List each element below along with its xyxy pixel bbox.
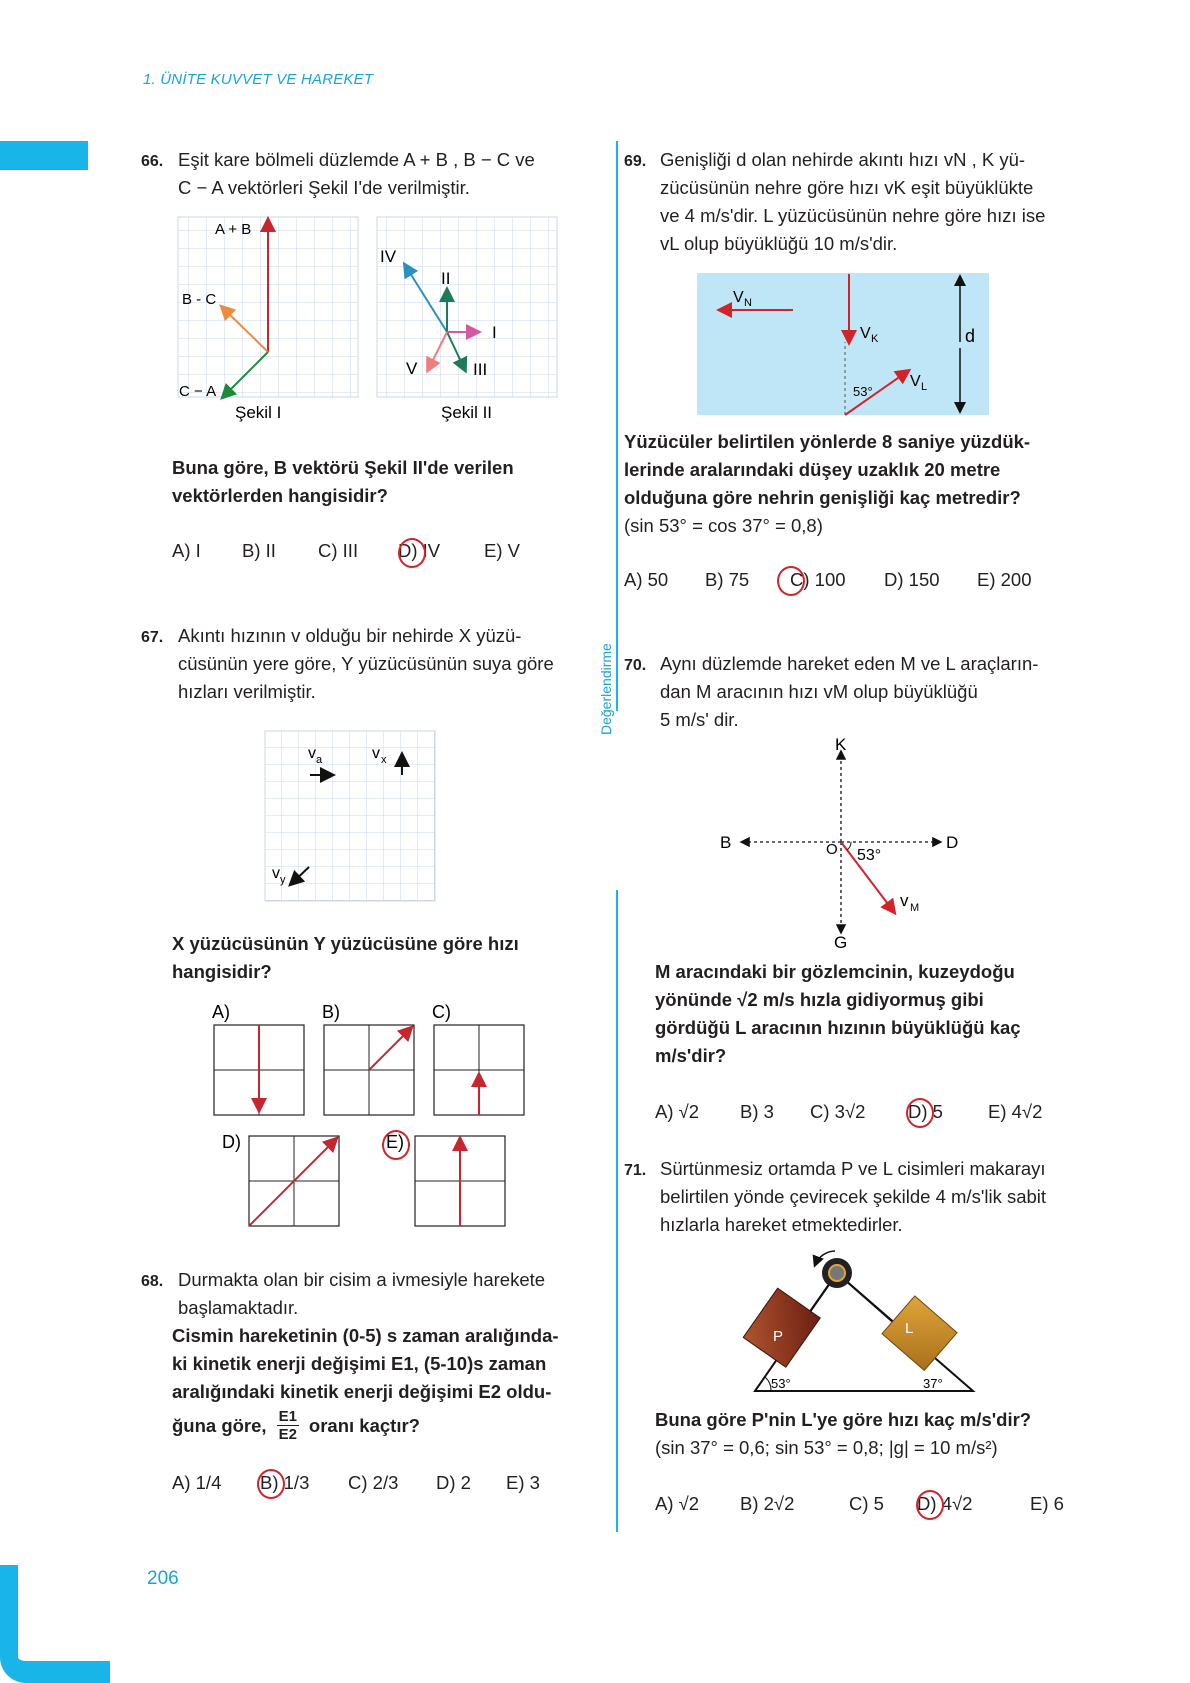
q66-figures <box>170 212 570 432</box>
label-vl: V <box>910 373 921 390</box>
q70-line1: Aynı düzlemde hareket eden M ve L araçların- <box>660 653 1039 674</box>
q70-answer-circle <box>906 1098 934 1128</box>
label-v: V <box>406 359 418 378</box>
label-g: G <box>834 933 848 952</box>
q66-ask2: vektörlerden hangisidir? <box>172 485 388 506</box>
q71-note: (sin 37° = 0,6; sin 53° = 0,8; |g| = 10 m/s²) <box>655 1437 998 1458</box>
q68-b2: ki kinetik enerji değişimi E1, (5-10)s zaman <box>172 1353 547 1374</box>
page-corner-decoration <box>0 1565 110 1683</box>
q69-line2: zücüsünün nehre göre hızı vK eşit büyüklükte <box>660 177 1034 198</box>
q68-option-a[interactable]: A) 1/4 <box>172 1472 222 1493</box>
q69-option-e[interactable]: E) 200 <box>977 569 1032 590</box>
q71-figure <box>735 1245 985 1395</box>
q69-b2: lerinde aralarındaki düşey uzaklık 20 metre <box>624 459 1001 480</box>
q68-line1: Durmakta olan bir cisim a ivmesiyle harekete <box>178 1269 546 1290</box>
q70-b4: m/s'dir? <box>655 1045 727 1066</box>
label-c-minus-a: C − A <box>179 383 217 400</box>
q66-line1: Eşit kare bölmeli düzlemde <box>178 149 400 170</box>
q67-grid <box>265 731 435 901</box>
q69-line4: vL olup büyüklüğü 10 m/s'dir. <box>660 233 898 254</box>
q70-b3: gördüğü L aracının hızının büyüklüğü kaç <box>655 1017 1021 1038</box>
q66-line2: C − A vektörleri Şekil I'de verilmiştir. <box>178 177 470 198</box>
q67-option-e-box[interactable] <box>415 1136 505 1226</box>
q67-option-e[interactable]: E) <box>386 1132 404 1152</box>
q66-options <box>172 540 544 562</box>
q71-ask <box>655 1406 1095 1462</box>
label-vk-sub: K <box>871 333 879 345</box>
side-label: Değerlendirme <box>598 643 614 735</box>
q70-text <box>660 650 1090 734</box>
label-d: D <box>946 833 959 852</box>
q70-options <box>655 1101 1068 1123</box>
q67-text <box>178 622 598 706</box>
q66-option-b[interactable]: B) II <box>242 540 276 561</box>
label-o: O <box>826 841 838 858</box>
q68-b1: Cismin hareketinin (0-5) s zaman aralığında- <box>172 1325 559 1346</box>
q66-ask <box>172 454 514 510</box>
q71-line3: hızlarla hareket etmektedirler. <box>660 1214 903 1235</box>
q70-option-d[interactable]: D) 5 <box>908 1101 943 1122</box>
label-angle-53: 53° <box>853 384 873 399</box>
label-b-minus-c: B - C <box>182 291 217 308</box>
label-vk: V <box>860 325 871 342</box>
q71-answer-circle <box>916 1490 944 1520</box>
q68-option-c[interactable]: C) 2/3 <box>348 1472 399 1493</box>
label-vy: v <box>272 865 280 882</box>
q66-answer-circle <box>398 538 426 568</box>
label-iii: III <box>473 360 488 379</box>
label-i: I <box>492 323 497 342</box>
label-vn-sub: N <box>744 297 752 309</box>
q68-option-b[interactable]: B) 1/3 <box>260 1472 310 1493</box>
q69-b3: olduğuna göre nehrin genişliği kaç metredir? <box>624 487 1021 508</box>
question-number: 70. <box>624 657 647 674</box>
pulley-axle <box>829 1265 845 1281</box>
q71-line2: belirtilen yönde çevirecek şekilde 4 m/s'lik sabit <box>660 1186 1047 1207</box>
q68-text <box>178 1266 598 1322</box>
q71-option-b[interactable]: B) 2√2 <box>740 1493 795 1514</box>
q69-note: (sin 53° = cos 37° = 0,8) <box>624 515 823 536</box>
q66-text <box>178 146 598 202</box>
q70-ask <box>655 958 1095 1070</box>
q69-line3: ve 4 m/s'dir. L yüzücüsünün nehre göre hızı ise <box>660 205 1046 226</box>
label-k: K <box>835 735 847 754</box>
q67-option-d-box[interactable] <box>249 1136 339 1226</box>
q69-text <box>660 146 1090 258</box>
fraction-numerator: E1 <box>278 1408 297 1425</box>
label-l: L <box>905 1320 914 1337</box>
q70-option-a[interactable]: A) √2 <box>655 1101 700 1122</box>
q66-option-c[interactable]: C) III <box>318 540 359 561</box>
question-69 <box>624 146 646 176</box>
question-number: 68. <box>141 1273 164 1290</box>
q70-b1: M aracındaki bir gözlemcinin, kuzeydoğu <box>655 961 1015 982</box>
label-vm: v <box>900 891 909 910</box>
q67-line1: Akıntı hızının v olduğu bir nehirde X yüzü- <box>178 625 522 646</box>
label-vx-sub: x <box>381 754 387 766</box>
q69-line1: Genişliği d olan nehirde akıntı hızı vN , K yü- <box>660 149 1026 170</box>
label-angle-53: 53° <box>857 847 882 864</box>
label-a-plus-b: A + B <box>215 221 252 238</box>
fig1-caption: Şekil I <box>235 403 282 422</box>
q69-b1: Yüzücüler belirtilen yönlerde 8 saniye yüzdük- <box>624 431 1031 452</box>
q71-options <box>655 1493 1080 1515</box>
q71-text <box>660 1155 1090 1239</box>
label-vn: V <box>733 289 744 306</box>
q70-line2: dan M aracının hızı vM olup büyüklüğü <box>660 681 978 702</box>
q69-option-a[interactable]: A) 50 <box>624 569 669 590</box>
q68-b4b: oranı kaçtır? <box>308 1414 420 1436</box>
fig2-caption: Şekil II <box>441 403 493 422</box>
q68-option-e[interactable]: E) 3 <box>506 1472 540 1493</box>
question-number: 71. <box>624 1162 647 1179</box>
label-vm-sub: M <box>910 902 920 914</box>
q68-b4a: ğuna göre, <box>172 1414 267 1436</box>
label-p: P <box>773 1328 784 1345</box>
q67-ask <box>172 930 519 986</box>
q71-option-a[interactable]: A) √2 <box>655 1493 700 1514</box>
question-70 <box>624 650 646 680</box>
q66-option-a[interactable]: A) I <box>172 540 201 561</box>
q70-b2: yönünde √2 m/s hızla gidiyormuş gibi <box>655 989 984 1010</box>
q67-line2: cüsünün yere göre, Y yüzücüsünün suya göre <box>178 653 554 674</box>
q69-option-c[interactable]: C) 100 <box>790 569 846 590</box>
label-va: v <box>308 745 316 762</box>
question-number: 66. <box>141 153 164 170</box>
q68-option-d[interactable]: D) 2 <box>436 1472 471 1493</box>
q66-option-e[interactable]: E) V <box>484 540 520 561</box>
q67-line3: hızları verilmiştir. <box>178 681 316 702</box>
header-title: 1. ÜNİTE KUVVET VE HAREKET <box>143 71 374 88</box>
angle-arc <box>847 842 851 850</box>
label-ii: II <box>441 269 451 288</box>
q68-line2: başlamaktadır. <box>178 1297 299 1318</box>
q67-option-c-box[interactable] <box>434 1025 524 1115</box>
q69-answer-circle <box>777 566 805 596</box>
label-vx: v <box>372 745 380 762</box>
question-68 <box>141 1266 163 1296</box>
label-d: d <box>965 326 976 346</box>
q69-option-d[interactable]: D) 150 <box>884 569 940 590</box>
label-angle-37: 37° <box>923 1376 943 1391</box>
q68-answer-circle <box>257 1469 285 1499</box>
label-vl-sub: L <box>921 381 928 393</box>
question-67 <box>141 622 163 652</box>
q67-ask1: X yüzücüsünün Y yüzücüsüne göre hızı <box>172 933 519 954</box>
q67-answer-circle <box>382 1130 410 1160</box>
question-number: 67. <box>141 629 164 646</box>
question-number: 69. <box>624 153 647 170</box>
label-b: B <box>720 833 732 852</box>
q66-option-d[interactable]: D) IV <box>398 540 441 561</box>
q68-b3: aralığındaki kinetik enerji değişimi E2 oldu- <box>172 1381 552 1402</box>
q67-figure <box>264 730 450 916</box>
q71-b1: Buna göre P'nin L'ye göre hızı kaç m/s'dir? <box>655 1409 1032 1430</box>
label-iv: IV <box>380 247 397 266</box>
q67-option-a[interactable]: A) <box>212 1002 230 1022</box>
label-angle-53: 53° <box>771 1376 791 1391</box>
label-vy-sub: y <box>280 874 286 886</box>
q71-option-c[interactable]: C) 5 <box>849 1493 884 1514</box>
question-71 <box>624 1155 646 1185</box>
chapter-tab <box>0 141 88 170</box>
q70-line3: 5 m/s' dir. <box>660 709 739 730</box>
question-66 <box>141 146 163 176</box>
q68-ask <box>172 1322 602 1443</box>
q67-option-c[interactable]: C) <box>432 1002 451 1022</box>
column-divider-top <box>616 141 618 711</box>
q69-ask <box>624 428 1074 540</box>
q67-option-b-box[interactable] <box>324 1025 414 1115</box>
q69-options <box>624 569 1047 591</box>
q71-line1: Sürtünmesiz ortamda P ve L cisimleri makarayı <box>660 1158 1046 1179</box>
q70-option-e[interactable]: E) 4√2 <box>988 1101 1043 1122</box>
q70-option-b[interactable]: B) 3 <box>740 1101 774 1122</box>
q71-option-e[interactable]: E) 6 <box>1030 1493 1064 1514</box>
q70-option-c[interactable]: C) 3√2 <box>810 1101 866 1122</box>
q68-fraction <box>277 1408 299 1443</box>
q68-options <box>172 1472 566 1494</box>
q70-figure <box>714 732 974 952</box>
page-number: 206 <box>147 1568 179 1589</box>
column-divider-bottom <box>616 890 618 1532</box>
q69-figure <box>695 272 995 418</box>
q67-option-d[interactable]: D) <box>222 1132 241 1152</box>
q67-option-a-box[interactable] <box>214 1025 304 1115</box>
fraction-denominator: E2 <box>278 1426 297 1443</box>
q69-option-b[interactable]: B) 75 <box>705 569 750 590</box>
q67-options <box>200 998 600 1228</box>
q66-ask1: Buna göre, B vektörü Şekil II'de verilen <box>172 457 514 478</box>
q71-option-d[interactable]: D) 4√2 <box>917 1493 973 1514</box>
label-va-sub: a <box>316 754 323 766</box>
q67-option-b[interactable]: B) <box>322 1002 340 1022</box>
fig2-grid <box>377 217 557 397</box>
q67-ask2: hangisidir? <box>172 961 272 982</box>
q66-line1b: A + B , B − C ve <box>403 149 535 170</box>
